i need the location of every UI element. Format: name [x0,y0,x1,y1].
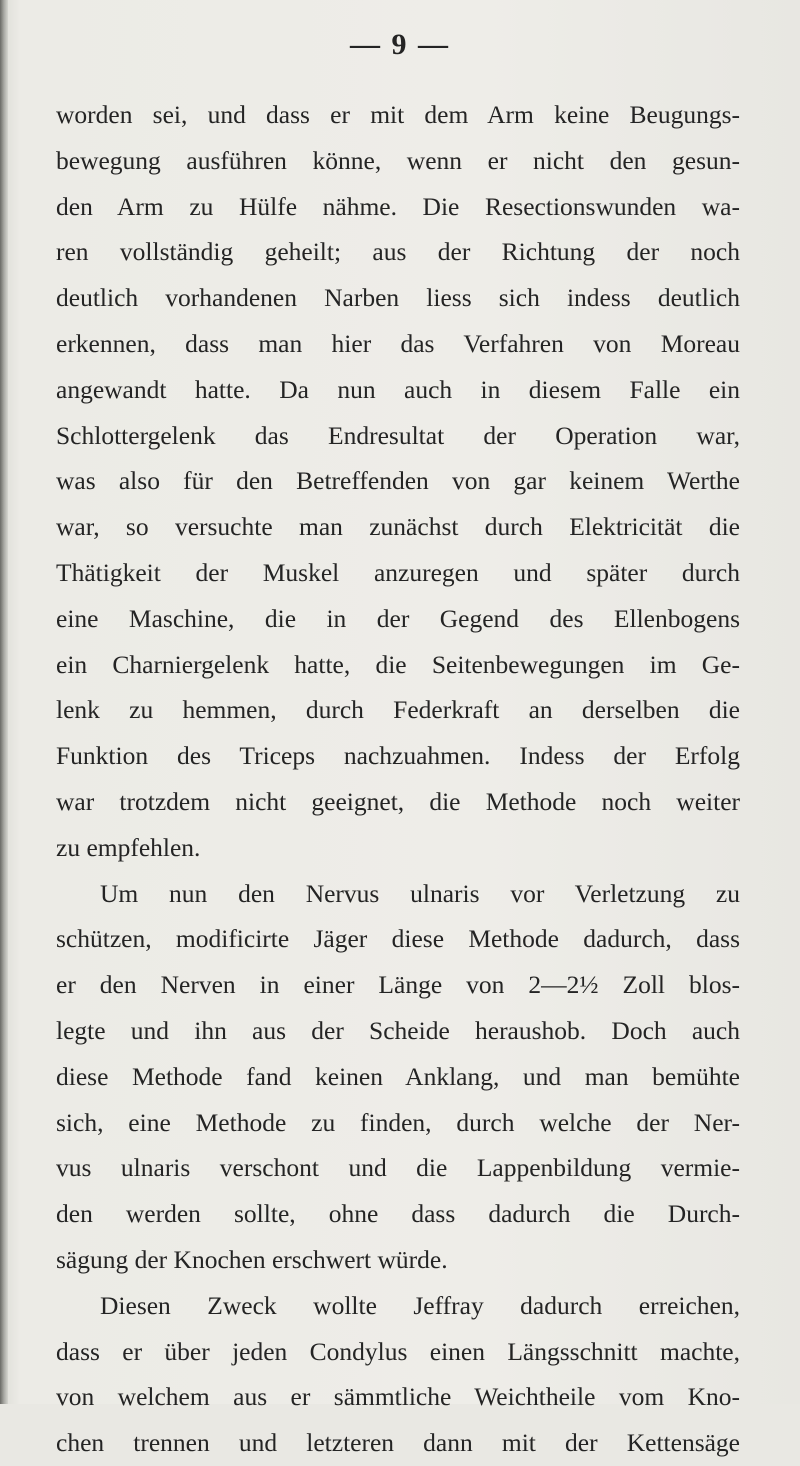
text-line: dass er über jeden Condylus einen Längsschnitt machte, [56,1336,740,1366]
text-line: angewandt hatte. Da nun auch in diesem Falle ein [56,374,740,404]
text-line: diese Methode fand keinen Anklang, und man bemühte [56,1061,740,1091]
text-line: legte und ihn aus der Scheide heraushob. Doch auch [56,1015,740,1045]
body-text [56,92,740,1466]
text-line-paragraph-start: Diesen Zweck wollte Jeffray dadurch erreichen, [100,1290,740,1320]
text-line: von welchem aus er sämmtliche Weichtheile vom Kno- [56,1382,740,1412]
text-line: lenk zu hemmen, durch Federkraft an derselben die [56,695,740,725]
text-line: Thätigkeit der Muskel anzuregen und später durch [56,557,740,587]
text-line: war, so versuchte man zunächst durch Elektricität die [56,512,740,542]
text-line: eine Maschine, die in der Gegend des Ellenbogens [56,603,740,633]
text-line: schützen, modificirte Jäger diese Methode dadurch, dass [56,924,740,954]
page-number: — 9 — [350,28,450,61]
text-line: was also für den Betreffenden von gar keinem Werthe [56,466,740,496]
text-line-paragraph-end: zu empfehlen. [56,832,201,862]
text-line: vus ulnaris verschont und die Lappenbildung vermie- [56,1153,740,1183]
text-line: war trotzdem nicht geeignet, die Methode noch weiter [56,786,740,816]
text-line: erkennen, dass man hier das Verfahren von Moreau [56,328,740,358]
text-line: worden sei, und dass er mit dem Arm keine Beugungs- [56,100,740,129]
text-line: ren vollständig geheilt; aus der Richtung der noch [56,237,740,267]
text-line: sich, eine Methode zu finden, durch welche der Ner- [56,1107,740,1137]
text-line: Funktion des Triceps nachzuahmen. Indess der Erfolg [56,741,740,771]
text-line: Schlottergelenk das Endresultat der Operation war, [56,420,740,450]
text-line: den Arm zu Hülfe nähme. Die Resectionswunden wa- [56,191,740,221]
text-line: er den Nerven in einer Länge von 2—2½ Zoll blos- [56,970,740,1000]
page-binding-edge [0,0,8,1404]
text-line-paragraph-end: sägung der Knochen erschwert würde. [56,1244,448,1274]
text-line: den werden sollte, ohne dass dadurch die Durch- [56,1199,740,1229]
text-line: deutlich vorhandenen Narben liess sich indess deutlich [56,283,740,313]
text-line: ein Charniergelenk hatte, die Seitenbewegungen im Ge- [56,649,740,679]
text-line-paragraph-start: Um nun den Nervus ulnaris vor Verletzung zu [100,878,740,908]
text-line: chen trennen und letzteren dann mit der Kettensäge [56,1428,740,1458]
text-line: bewegung ausführen könne, wenn er nicht den gesun- [56,145,740,175]
